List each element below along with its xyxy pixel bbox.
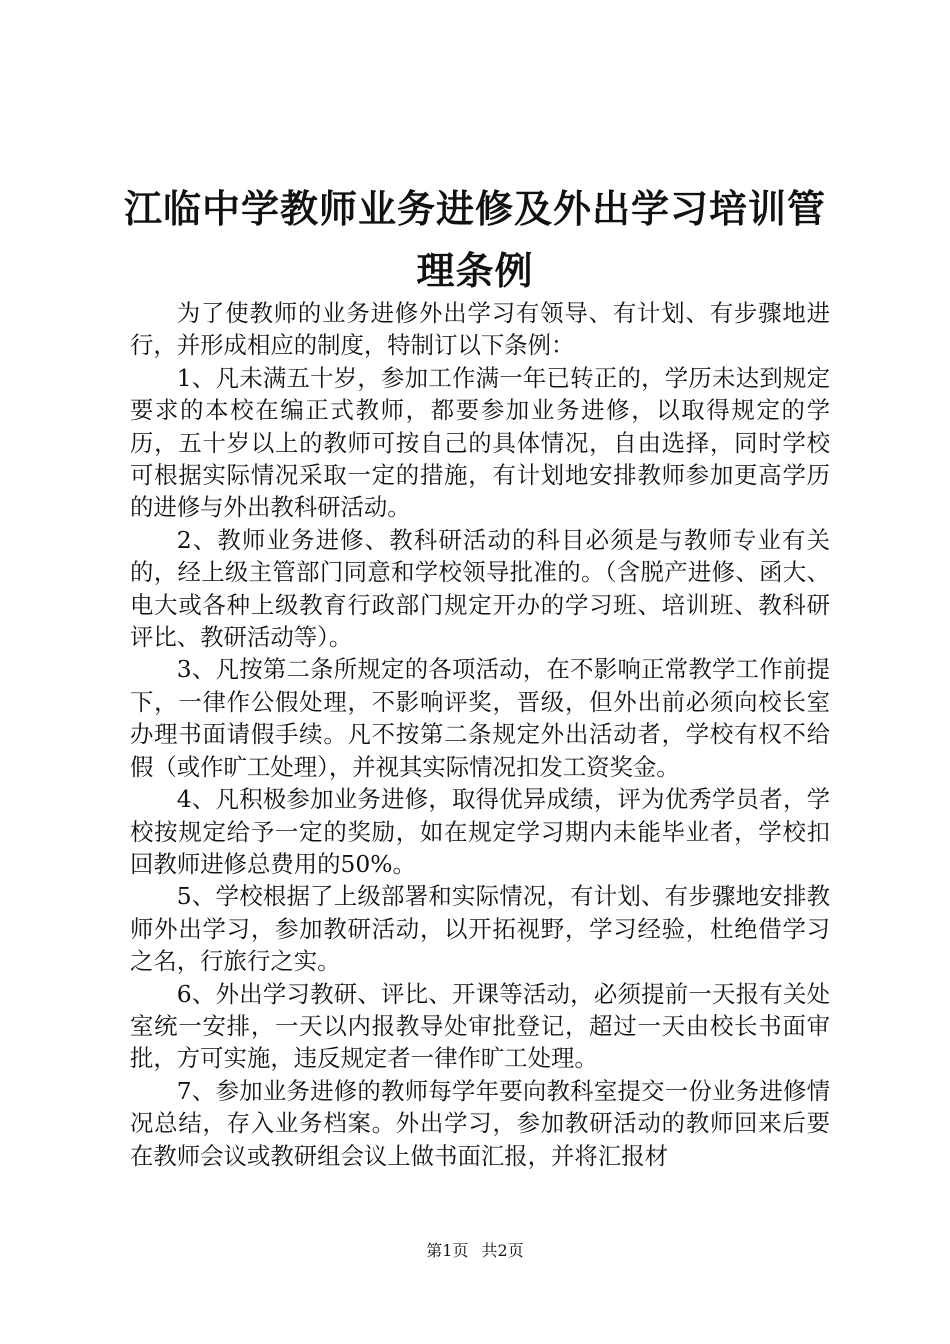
document-body — [130, 297, 830, 1172]
clause-1-paragraph: 1、凡未满五十岁，参加工作满一年已转正的，学历未达到规定要求的本校在编正式教师，都要参加业务进修，以取得规定的学历，五十岁以上的教师可按自己的具体情况，自由选择，同时学校可根据实际情况采取一定的措施，有计划地安排教师参加更高学历的进修与外出教科研活动。 — [130, 363, 830, 522]
page-number: 第1页 — [426, 1241, 469, 1260]
clause-7-paragraph: 7、参加业务进修的教师每学年要向教科室提交一份业务进修情况总结，存入业务档案。外出学习，参加教研活动的教师回来后要在教师会议或教研组会议上做书面汇报，并将汇报材 — [130, 1076, 830, 1170]
page-footer — [0, 1240, 950, 1262]
clause-4-paragraph: 4、凡积极参加业务进修，取得优异成绩，评为优秀学员者，学校按规定给予一定的奖励，如在规定学习期内未能毕业者，学校扣回教师进修总费用的50%。 — [130, 785, 830, 878]
intro-paragraph: 为了使教师的业务进修外出学习有领导、有计划、有步骤地进行，并形成相应的制度，特制订以下条例： — [130, 299, 830, 360]
clause-3-paragraph: 3、凡按第二条所规定的各项活动，在不影响正常教学工作前提下，一律作公假处理，不影响评奖，晋级，但外出前必须向校长室办理书面请假手续。凡不按第二条规定外出活动者，学校有权不给假（或作旷工处理），并视其实际情况扣发工资奖金。 — [130, 655, 830, 781]
document-title: 江临中学教师业务进修及外出学习培训管理条例 — [123, 186, 826, 293]
clause-2-paragraph: 2、教师业务进修、教科研活动的科目必须是与教师专业有关的，经上级主管部门同意和学校领导批准的。（含脱产进修、函大、电大或各种上级教育行政部门规定开办的学习班、培训班、教科研评比、教研活动等）。 — [130, 525, 830, 652]
clause-5-paragraph: 5、学校根据了上级部署和实际情况，有计划、有步骤地安排教师外出学习，参加教研活动，以开拓视野，学习经验，杜绝借学习之名，行旅行之实。 — [130, 882, 830, 976]
page-total: 共2页 — [481, 1241, 524, 1260]
clause-6-paragraph: 6、外出学习教研、评比、开课等活动，必须提前一天报有关处室统一安排，一天以内报教导处审批登记，超过一天由校长书面审批，方可实施，违反规定者一律作旷工处理。 — [130, 979, 830, 1073]
